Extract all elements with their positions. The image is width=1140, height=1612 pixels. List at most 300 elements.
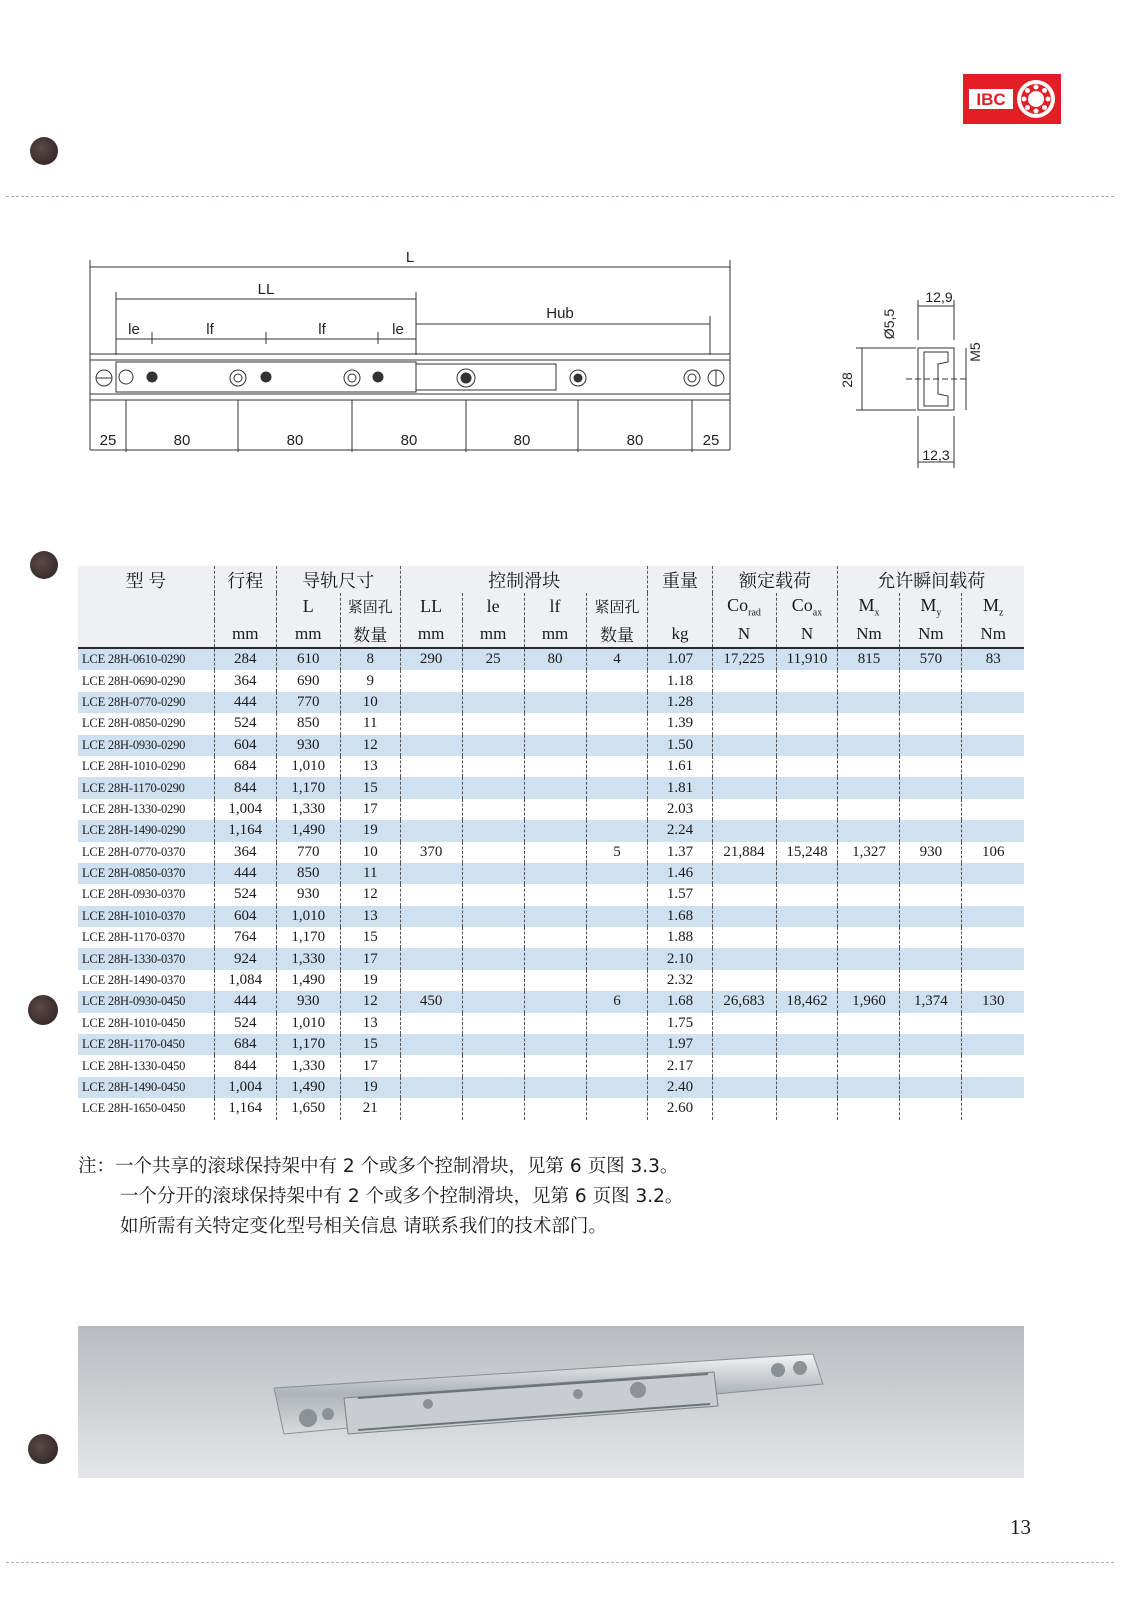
cell-model: LCE 28H-0610-0290: [78, 648, 214, 670]
table-row: [78, 777, 1024, 798]
cell-model: LCE 28H-1490-0450: [78, 1077, 214, 1098]
cell-mx: 1,327: [838, 842, 900, 863]
cell-model: LCE 28H-0850-0290: [82, 716, 186, 731]
unit-slider-holes: 数量: [586, 620, 648, 648]
cell-rail-holes: 13: [340, 1013, 400, 1034]
cell-weight: 1.88: [648, 927, 712, 948]
cell-weight: 1.68: [648, 991, 712, 1012]
cell-ll: [400, 927, 462, 948]
cell-stroke: 604: [214, 735, 276, 756]
table-row: [78, 927, 1024, 948]
cell-my: [900, 948, 962, 969]
cell-lf: [524, 692, 586, 713]
cell-slider-holes: [586, 863, 648, 884]
cell-ll: [400, 1034, 462, 1055]
cell-mz: [962, 713, 1024, 734]
cell-lf: [524, 735, 586, 756]
product-photo: [78, 1326, 1024, 1478]
dim-bottom-2: 80: [173, 432, 191, 449]
col-control-slider: 控制滑块: [400, 566, 648, 593]
cell-ll: [400, 777, 462, 798]
cell-mz: 106: [962, 842, 1024, 863]
cell-le: [462, 1055, 524, 1076]
cell-ll: [400, 799, 462, 820]
cell-rail-holes: 10: [340, 692, 400, 713]
cell-rail-holes: 11: [340, 713, 400, 734]
cell-rail-length: 1,170: [276, 777, 340, 798]
cell-rail-length: 930: [276, 884, 340, 905]
cell-mx: [838, 1077, 900, 1098]
col-model: 型 号: [78, 566, 214, 593]
cell-mz: [962, 884, 1024, 905]
cell-rail-holes: 19: [340, 820, 400, 841]
ibc-logo: [963, 74, 1061, 124]
cell-le: [462, 884, 524, 905]
cell-model: LCE 28H-1010-0370: [78, 906, 214, 927]
cell-slider-holes: [586, 948, 648, 969]
cell-model: LCE 28H-1330-0290: [82, 801, 186, 816]
cell-mx: [838, 906, 900, 927]
sym-lf: lf: [524, 593, 586, 620]
cell-ll: [400, 1098, 462, 1119]
cell-le: [462, 713, 524, 734]
cell-co-rad: [712, 692, 776, 713]
cell-weight: 1.75: [648, 1013, 712, 1034]
dim-bottom-7: 25: [702, 432, 720, 449]
cell-slider-holes: 4: [586, 648, 648, 670]
cell-stroke: 1,004: [214, 1077, 276, 1098]
cell-co-rad: [712, 1055, 776, 1076]
cell-stroke: 444: [214, 863, 276, 884]
cell-my: [900, 713, 962, 734]
table-row: [78, 970, 1024, 991]
cell-my: [900, 1098, 962, 1119]
cell-co-rad: [712, 884, 776, 905]
cell-rail-length: 930: [276, 991, 340, 1012]
cell-mz: [962, 906, 1024, 927]
cell-slider-holes: 5: [586, 842, 648, 863]
col-rail-size: 导轨尺寸: [276, 566, 400, 593]
col-stroke: 行程: [214, 566, 276, 593]
cell-model: LCE 28H-1650-0450: [82, 1101, 186, 1116]
cell-co-rad: [712, 820, 776, 841]
cell-co-ax: [776, 1077, 838, 1098]
cell-stroke: 1,084: [214, 970, 276, 991]
cell-rail-length: 1,010: [276, 1013, 340, 1034]
cell-mx: [838, 777, 900, 798]
dim-bottom-4: 80: [400, 432, 418, 449]
cell-slider-holes: [586, 692, 648, 713]
cell-slider-holes: [586, 927, 648, 948]
header-row-symbols: [78, 593, 1024, 620]
cell-stroke: 604: [214, 906, 276, 927]
cell-rail-length: 1,490: [276, 820, 340, 841]
cell-weight: 2.32: [648, 970, 712, 991]
cell-model: LCE 28H-0930-0370: [82, 887, 186, 902]
cell-model: LCE 28H-1170-0290: [78, 777, 214, 798]
cell-my: [900, 820, 962, 841]
cell-mz: [962, 735, 1024, 756]
cell-lf: [524, 820, 586, 841]
cell-co-ax: 11,910: [776, 648, 838, 670]
cell-slider-holes: [586, 735, 648, 756]
cell-co-rad: 26,683: [712, 991, 776, 1012]
cell-le: [462, 692, 524, 713]
cell-co-rad: [712, 948, 776, 969]
cell-stroke: 364: [214, 670, 276, 691]
note-line-3: 如所需有关特定变化型号相关信息 请联系我们的技术部门。: [120, 1216, 607, 1237]
sym-le: le: [462, 593, 524, 620]
cell-lf: [524, 1013, 586, 1034]
cell-rail-holes: 11: [340, 863, 400, 884]
dim-LL: LL: [257, 281, 275, 298]
cell-my: [900, 906, 962, 927]
cell-my: [900, 927, 962, 948]
cell-weight: 1.37: [648, 842, 712, 863]
cell-slider-holes: [586, 1034, 648, 1055]
cell-mx: [838, 735, 900, 756]
cell-co-ax: [776, 799, 838, 820]
unit-mx: Nm: [838, 620, 900, 648]
cell-co-rad: [712, 799, 776, 820]
cell-my: [900, 799, 962, 820]
cell-model: LCE 28H-0690-0290: [82, 673, 186, 688]
cell-co-rad: [712, 1013, 776, 1034]
cell-weight: 1.46: [648, 863, 712, 884]
cell-co-ax: [776, 948, 838, 969]
cell-ll: [400, 1013, 462, 1034]
cell-rail-length: 1,010: [276, 906, 340, 927]
cell-model: LCE 28H-1010-0450: [82, 1015, 186, 1030]
cell-my: [900, 735, 962, 756]
cell-rail-length: 1,170: [276, 1034, 340, 1055]
cell-my: [900, 670, 962, 691]
cell-mx: [838, 1055, 900, 1076]
cell-mx: [838, 820, 900, 841]
cell-slider-holes: [586, 906, 648, 927]
cell-co-rad: [712, 1098, 776, 1119]
sym-slider-holes: 紧固孔: [586, 593, 648, 620]
cell-stroke: 524: [214, 884, 276, 905]
cell-ll: [400, 670, 462, 691]
cell-co-ax: [776, 863, 838, 884]
cell-lf: 80: [524, 648, 586, 670]
cell-ll: 290: [400, 648, 462, 670]
cell-mz: 83: [962, 648, 1024, 670]
dim-bottom-5: 80: [513, 432, 531, 449]
cell-mz: [962, 1013, 1024, 1034]
cell-mx: 815: [838, 648, 900, 670]
cell-co-ax: [776, 735, 838, 756]
dim-bottom-3: 80: [286, 432, 304, 449]
cell-ll: [400, 948, 462, 969]
cell-lf: [524, 863, 586, 884]
cell-mx: [838, 863, 900, 884]
cell-lf: [524, 842, 586, 863]
cell-stroke: 1,164: [214, 820, 276, 841]
cell-co-rad: 21,884: [712, 842, 776, 863]
cell-co-ax: [776, 670, 838, 691]
cell-weight: 1.07: [648, 648, 712, 670]
dim-bottom-6: 80: [626, 432, 644, 449]
cell-mx: [838, 692, 900, 713]
cell-co-ax: [776, 906, 838, 927]
cell-weight: 1.18: [648, 670, 712, 691]
cell-model: LCE 28H-1490-0290: [78, 820, 214, 841]
sym-co-rad: $Co_{rad}$: [712, 593, 776, 620]
cell-lf: [524, 777, 586, 798]
cell-mz: [962, 1034, 1024, 1055]
cell-rail-length: 1,490: [276, 1077, 340, 1098]
cell-lf: [524, 670, 586, 691]
cell-le: [462, 948, 524, 969]
table-row: [78, 863, 1024, 884]
cell-mx: [838, 1013, 900, 1034]
table-row: [78, 820, 1024, 841]
cell-rail-length: 1,490: [276, 970, 340, 991]
table-row: [78, 692, 1024, 713]
dim-bottom-1: 25: [99, 432, 117, 449]
sym-rail-holes: 紧固孔: [340, 593, 400, 620]
cell-rail-holes: 15: [340, 1034, 400, 1055]
cell-stroke: 284: [214, 648, 276, 670]
cell-ll: [400, 970, 462, 991]
cell-mz: 130: [962, 991, 1024, 1012]
cell-weight: 1.81: [648, 777, 712, 798]
cell-rail-length: 850: [276, 713, 340, 734]
cell-stroke: 924: [214, 948, 276, 969]
cell-stroke: 844: [214, 1055, 276, 1076]
cell-stroke: 444: [214, 692, 276, 713]
unit-mz: Nm: [962, 620, 1024, 648]
cell-le: [462, 820, 524, 841]
cell-co-rad: [712, 735, 776, 756]
cell-rail-holes: 8: [340, 648, 400, 670]
cell-rail-holes: 15: [340, 777, 400, 798]
cell-le: [462, 863, 524, 884]
cell-stroke: 1,004: [214, 799, 276, 820]
table-row: [78, 648, 1024, 670]
cell-lf: [524, 906, 586, 927]
dim-L: L: [405, 249, 415, 266]
cell-ll: 370: [400, 842, 462, 863]
table-row: [78, 756, 1024, 777]
col-rated-load: 额定载荷: [712, 566, 838, 593]
cell-weight: 1.50: [648, 735, 712, 756]
cell-rail-holes: 17: [340, 799, 400, 820]
cell-rail-holes: 15: [340, 927, 400, 948]
cell-rail-holes: 13: [340, 756, 400, 777]
cell-le: 25: [462, 648, 524, 670]
cell-co-ax: [776, 884, 838, 905]
cell-ll: [400, 906, 462, 927]
cell-slider-holes: [586, 884, 648, 905]
cell-slider-holes: [586, 970, 648, 991]
cell-mx: [838, 670, 900, 691]
cell-co-ax: [776, 756, 838, 777]
cell-rail-length: 690: [276, 670, 340, 691]
col-weight: 重量: [648, 566, 712, 593]
bottom-divider: [6, 1562, 1114, 1563]
sym-LL: LL: [400, 593, 462, 620]
table-row: [78, 991, 1024, 1012]
cell-co-ax: 18,462: [776, 991, 838, 1012]
cell-co-ax: [776, 1055, 838, 1076]
cell-mz: [962, 948, 1024, 969]
cell-stroke: 764: [214, 927, 276, 948]
dim-hub: Hub: [546, 305, 574, 322]
cell-mx: [838, 927, 900, 948]
cell-mx: [838, 799, 900, 820]
cell-my: 930: [900, 842, 962, 863]
dim-width-bottom: 12,3: [922, 447, 950, 463]
cell-stroke: 684: [214, 756, 276, 777]
cell-rail-length: 850: [276, 863, 340, 884]
cell-ll: [400, 735, 462, 756]
notes: [78, 1152, 683, 1242]
cell-model: LCE 28H-0850-0370: [78, 863, 214, 884]
cell-rail-holes: 17: [340, 948, 400, 969]
cell-co-ax: [776, 1034, 838, 1055]
cell-slider-holes: [586, 1098, 648, 1119]
page-number: 13: [1010, 1515, 1031, 1539]
cell-slider-holes: [586, 1077, 648, 1098]
cell-my: [900, 863, 962, 884]
cell-mz: [962, 820, 1024, 841]
cell-model: LCE 28H-0930-0450: [78, 991, 214, 1012]
cell-weight: 1.39: [648, 713, 712, 734]
cell-slider-holes: [586, 1055, 648, 1076]
cell-co-ax: [776, 777, 838, 798]
cell-le: [462, 927, 524, 948]
cell-lf: [524, 884, 586, 905]
unit-LL: mm: [400, 620, 462, 648]
cell-lf: [524, 927, 586, 948]
cell-le: [462, 756, 524, 777]
cell-weight: 2.24: [648, 820, 712, 841]
table-row: [78, 1098, 1024, 1119]
cell-slider-holes: [586, 1013, 648, 1034]
logo-text: IBC: [976, 90, 1006, 109]
table-row: [78, 1034, 1024, 1055]
cell-my: [900, 970, 962, 991]
cell-weight: 1.28: [648, 692, 712, 713]
cell-le: [462, 1013, 524, 1034]
cell-my: [900, 777, 962, 798]
unit-co-ax: N: [776, 620, 838, 648]
cell-model: LCE 28H-1330-0450: [82, 1058, 186, 1073]
cell-rail-length: 1,170: [276, 927, 340, 948]
cell-weight: 2.40: [648, 1077, 712, 1098]
cell-weight: 1.61: [648, 756, 712, 777]
cell-co-rad: [712, 1077, 776, 1098]
unit-rail-L: mm: [276, 620, 340, 648]
cell-my: [900, 1034, 962, 1055]
cell-ll: [400, 692, 462, 713]
cell-rail-length: 610: [276, 648, 340, 670]
punch-hole-1: [30, 137, 58, 165]
cell-stroke: 444: [214, 991, 276, 1012]
cell-rail-holes: 12: [340, 735, 400, 756]
table-row: [78, 1013, 1024, 1034]
cell-ll: [400, 863, 462, 884]
cell-slider-holes: [586, 670, 648, 691]
col-moment-load: 允许瞬间载荷: [838, 566, 1024, 593]
note-line-1: 注：一个共享的滚球保持架中有 2 个或多个控制滑块，见第 6 页图 3.3。: [78, 1156, 679, 1177]
cell-co-rad: [712, 906, 776, 927]
cell-slider-holes: [586, 756, 648, 777]
cell-lf: [524, 970, 586, 991]
sym-rail-L: L: [276, 593, 340, 620]
cell-slider-holes: [586, 777, 648, 798]
cell-mx: [838, 713, 900, 734]
cell-ll: [400, 884, 462, 905]
cell-co-ax: [776, 820, 838, 841]
cell-le: [462, 991, 524, 1012]
cell-co-ax: [776, 1013, 838, 1034]
unit-stroke: mm: [214, 620, 276, 648]
cell-weight: 1.97: [648, 1034, 712, 1055]
cell-rail-length: 770: [276, 842, 340, 863]
cell-co-ax: [776, 1098, 838, 1119]
cell-co-ax: [776, 713, 838, 734]
cell-mz: [962, 756, 1024, 777]
cell-mx: [838, 970, 900, 991]
cell-slider-holes: [586, 713, 648, 734]
sym-co-ax: $Co_{ax}$: [776, 593, 838, 620]
sym-my: $M_y$: [900, 593, 962, 620]
unit-co-rad: N: [712, 620, 776, 648]
cell-weight: 1.68: [648, 906, 712, 927]
unit-le: mm: [462, 620, 524, 648]
cell-co-rad: [712, 1034, 776, 1055]
cell-mz: [962, 863, 1024, 884]
cell-rail-holes: 19: [340, 1077, 400, 1098]
cell-le: [462, 970, 524, 991]
cell-slider-holes: [586, 799, 648, 820]
cell-le: [462, 735, 524, 756]
cell-rail-holes: 12: [340, 884, 400, 905]
cell-weight: 1.57: [648, 884, 712, 905]
cell-mz: [962, 692, 1024, 713]
unit-lf: mm: [524, 620, 586, 648]
cell-lf: [524, 948, 586, 969]
cell-mz: [962, 777, 1024, 798]
sym-mx: $M_x$: [838, 593, 900, 620]
cell-model: LCE 28H-1170-0450: [78, 1034, 214, 1055]
cell-ll: [400, 820, 462, 841]
cell-mx: 1,960: [838, 991, 900, 1012]
table-row: [78, 670, 1024, 691]
cell-slider-holes: 6: [586, 991, 648, 1012]
punch-hole-2: [30, 551, 58, 579]
cell-ll: [400, 1077, 462, 1098]
unit-weight: kg: [648, 620, 712, 648]
table-row: [78, 799, 1024, 820]
cell-lf: [524, 1098, 586, 1119]
cell-le: [462, 1034, 524, 1055]
cell-lf: [524, 799, 586, 820]
cell-ll: [400, 713, 462, 734]
punch-hole-3: [28, 995, 58, 1025]
cell-rail-holes: 21: [340, 1098, 400, 1119]
header-row-units: [78, 620, 1024, 648]
cell-le: [462, 906, 524, 927]
cell-model: LCE 28H-1170-0370: [82, 930, 185, 945]
cell-my: [900, 884, 962, 905]
cell-co-rad: [712, 777, 776, 798]
cell-mx: [838, 884, 900, 905]
